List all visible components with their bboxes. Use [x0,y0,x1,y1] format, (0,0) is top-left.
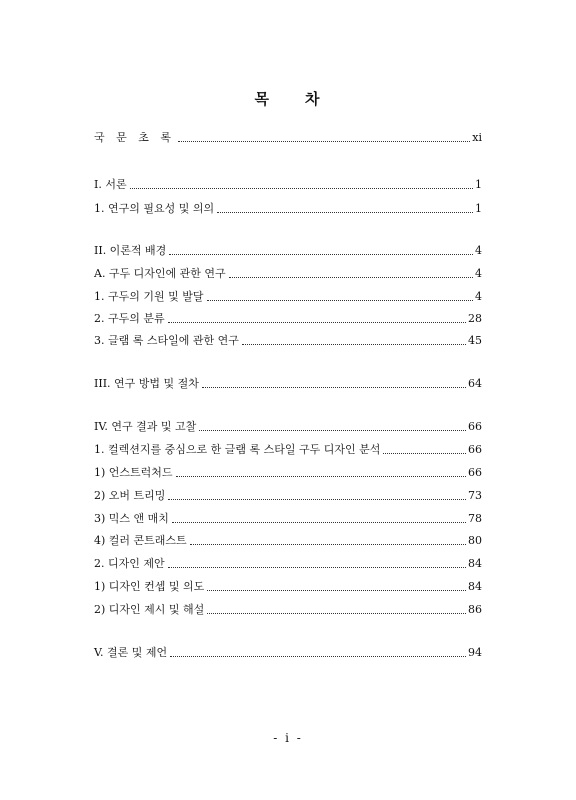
toc-entry-page: 28 [468,312,482,325]
toc-entry-page: 66 [468,466,482,479]
dot-leader [176,476,466,477]
toc-entry[interactable] [94,601,482,617]
toc-entry-page: 4 [475,290,482,303]
toc-entry-page: 84 [468,557,482,570]
toc-entry-page: 4 [475,267,482,280]
dot-leader [168,567,466,568]
toc-entry-label: 2. 구두의 분류 [94,312,165,325]
dot-leader [242,344,466,345]
toc-entry-page: 66 [468,420,482,433]
dot-leader [130,188,473,189]
page-number: - i - [273,731,303,745]
dot-leader [217,212,473,213]
toc-entry-label: 2) 오버 트리밍 [94,489,166,502]
toc-entry[interactable] [94,265,482,281]
toc-entry-label: V. 결론 및 제언 [94,646,168,659]
toc-entry-page: 94 [468,646,482,659]
toc-entry-page: 80 [468,534,482,547]
title-part-1: 목 [254,90,271,108]
toc-entry[interactable] [94,310,482,326]
toc-entry-page: xi [472,131,482,144]
toc-entry[interactable] [94,578,482,594]
toc-entry[interactable] [94,418,482,434]
toc-entry-page: 78 [468,512,482,525]
toc-entry-page: 73 [468,489,482,502]
dot-leader [168,499,466,500]
toc-entry-label: 3. 글램 록 스타일에 관한 연구 [94,334,239,347]
dot-leader [199,430,466,431]
dot-leader [170,656,466,657]
toc-entry-label: 2. 디자인 제안 [94,557,165,570]
dot-leader [383,453,466,454]
dot-leader [207,300,474,301]
toc-entry-page: 66 [468,443,482,456]
toc-entry-page: 86 [468,603,482,616]
toc-entry-label: 1. 컬렉션지를 중심으로 한 글램 록 스타일 구두 디자인 분석 [94,443,381,456]
toc-entry[interactable] [94,532,482,548]
toc-entry-label: 국 문 초 록 [94,131,175,144]
page-title [0,88,576,109]
toc-entry[interactable] [94,288,482,304]
toc-entry-page: 64 [468,377,482,390]
toc-entry-label: 4) 컬러 콘트래스트 [94,534,187,547]
dot-leader [172,522,466,523]
dot-leader [207,590,466,591]
toc-entry-label: 1. 연구의 필요성 및 의의 [94,202,215,215]
dot-leader [202,387,466,388]
toc-entry-page: 1 [475,178,482,191]
dot-leader [207,613,466,614]
dot-leader [169,254,473,255]
toc-entry-page: 4 [475,244,482,257]
toc-entry-label: IV. 연구 결과 및 고찰 [94,420,197,433]
toc-entry[interactable] [94,332,482,348]
toc-entry[interactable] [94,510,482,526]
toc-entry[interactable] [94,441,482,457]
toc-entry[interactable] [94,555,482,571]
toc-entry[interactable] [94,487,482,503]
toc-entry-label: 1) 디자인 컨셉 및 의도 [94,580,205,593]
toc-entry-label: 1) 언스트럭처드 [94,466,173,479]
toc-entry-page: 1 [475,202,482,215]
toc-entry[interactable] [94,129,482,145]
toc-entry[interactable] [94,464,482,480]
toc-entry-label: 3) 믹스 앤 매치 [94,512,169,525]
toc-entry[interactable] [94,200,482,216]
dot-leader [178,141,470,142]
dot-leader [190,544,466,545]
title-part-2: 차 [305,90,322,108]
toc-entry-page: 45 [468,334,482,347]
toc-entry-label: II. 이론적 배경 [94,244,167,257]
toc-entry[interactable] [94,644,482,660]
toc-entry-label: I. 서론 [94,178,127,191]
toc-entry-label: 1. 구두의 기원 및 발달 [94,290,204,303]
toc-entry[interactable] [94,375,482,391]
toc-entry[interactable] [94,242,482,258]
dot-leader [229,277,473,278]
toc-entry-label: III. 연구 방법 및 절차 [94,377,199,390]
toc-entry-label: 2) 디자인 제시 및 해설 [94,603,205,616]
toc-entry[interactable] [94,176,482,192]
toc-entry-page: 84 [468,580,482,593]
dot-leader [168,322,466,323]
toc-entry-label: A. 구두 디자인에 관한 연구 [94,267,226,280]
